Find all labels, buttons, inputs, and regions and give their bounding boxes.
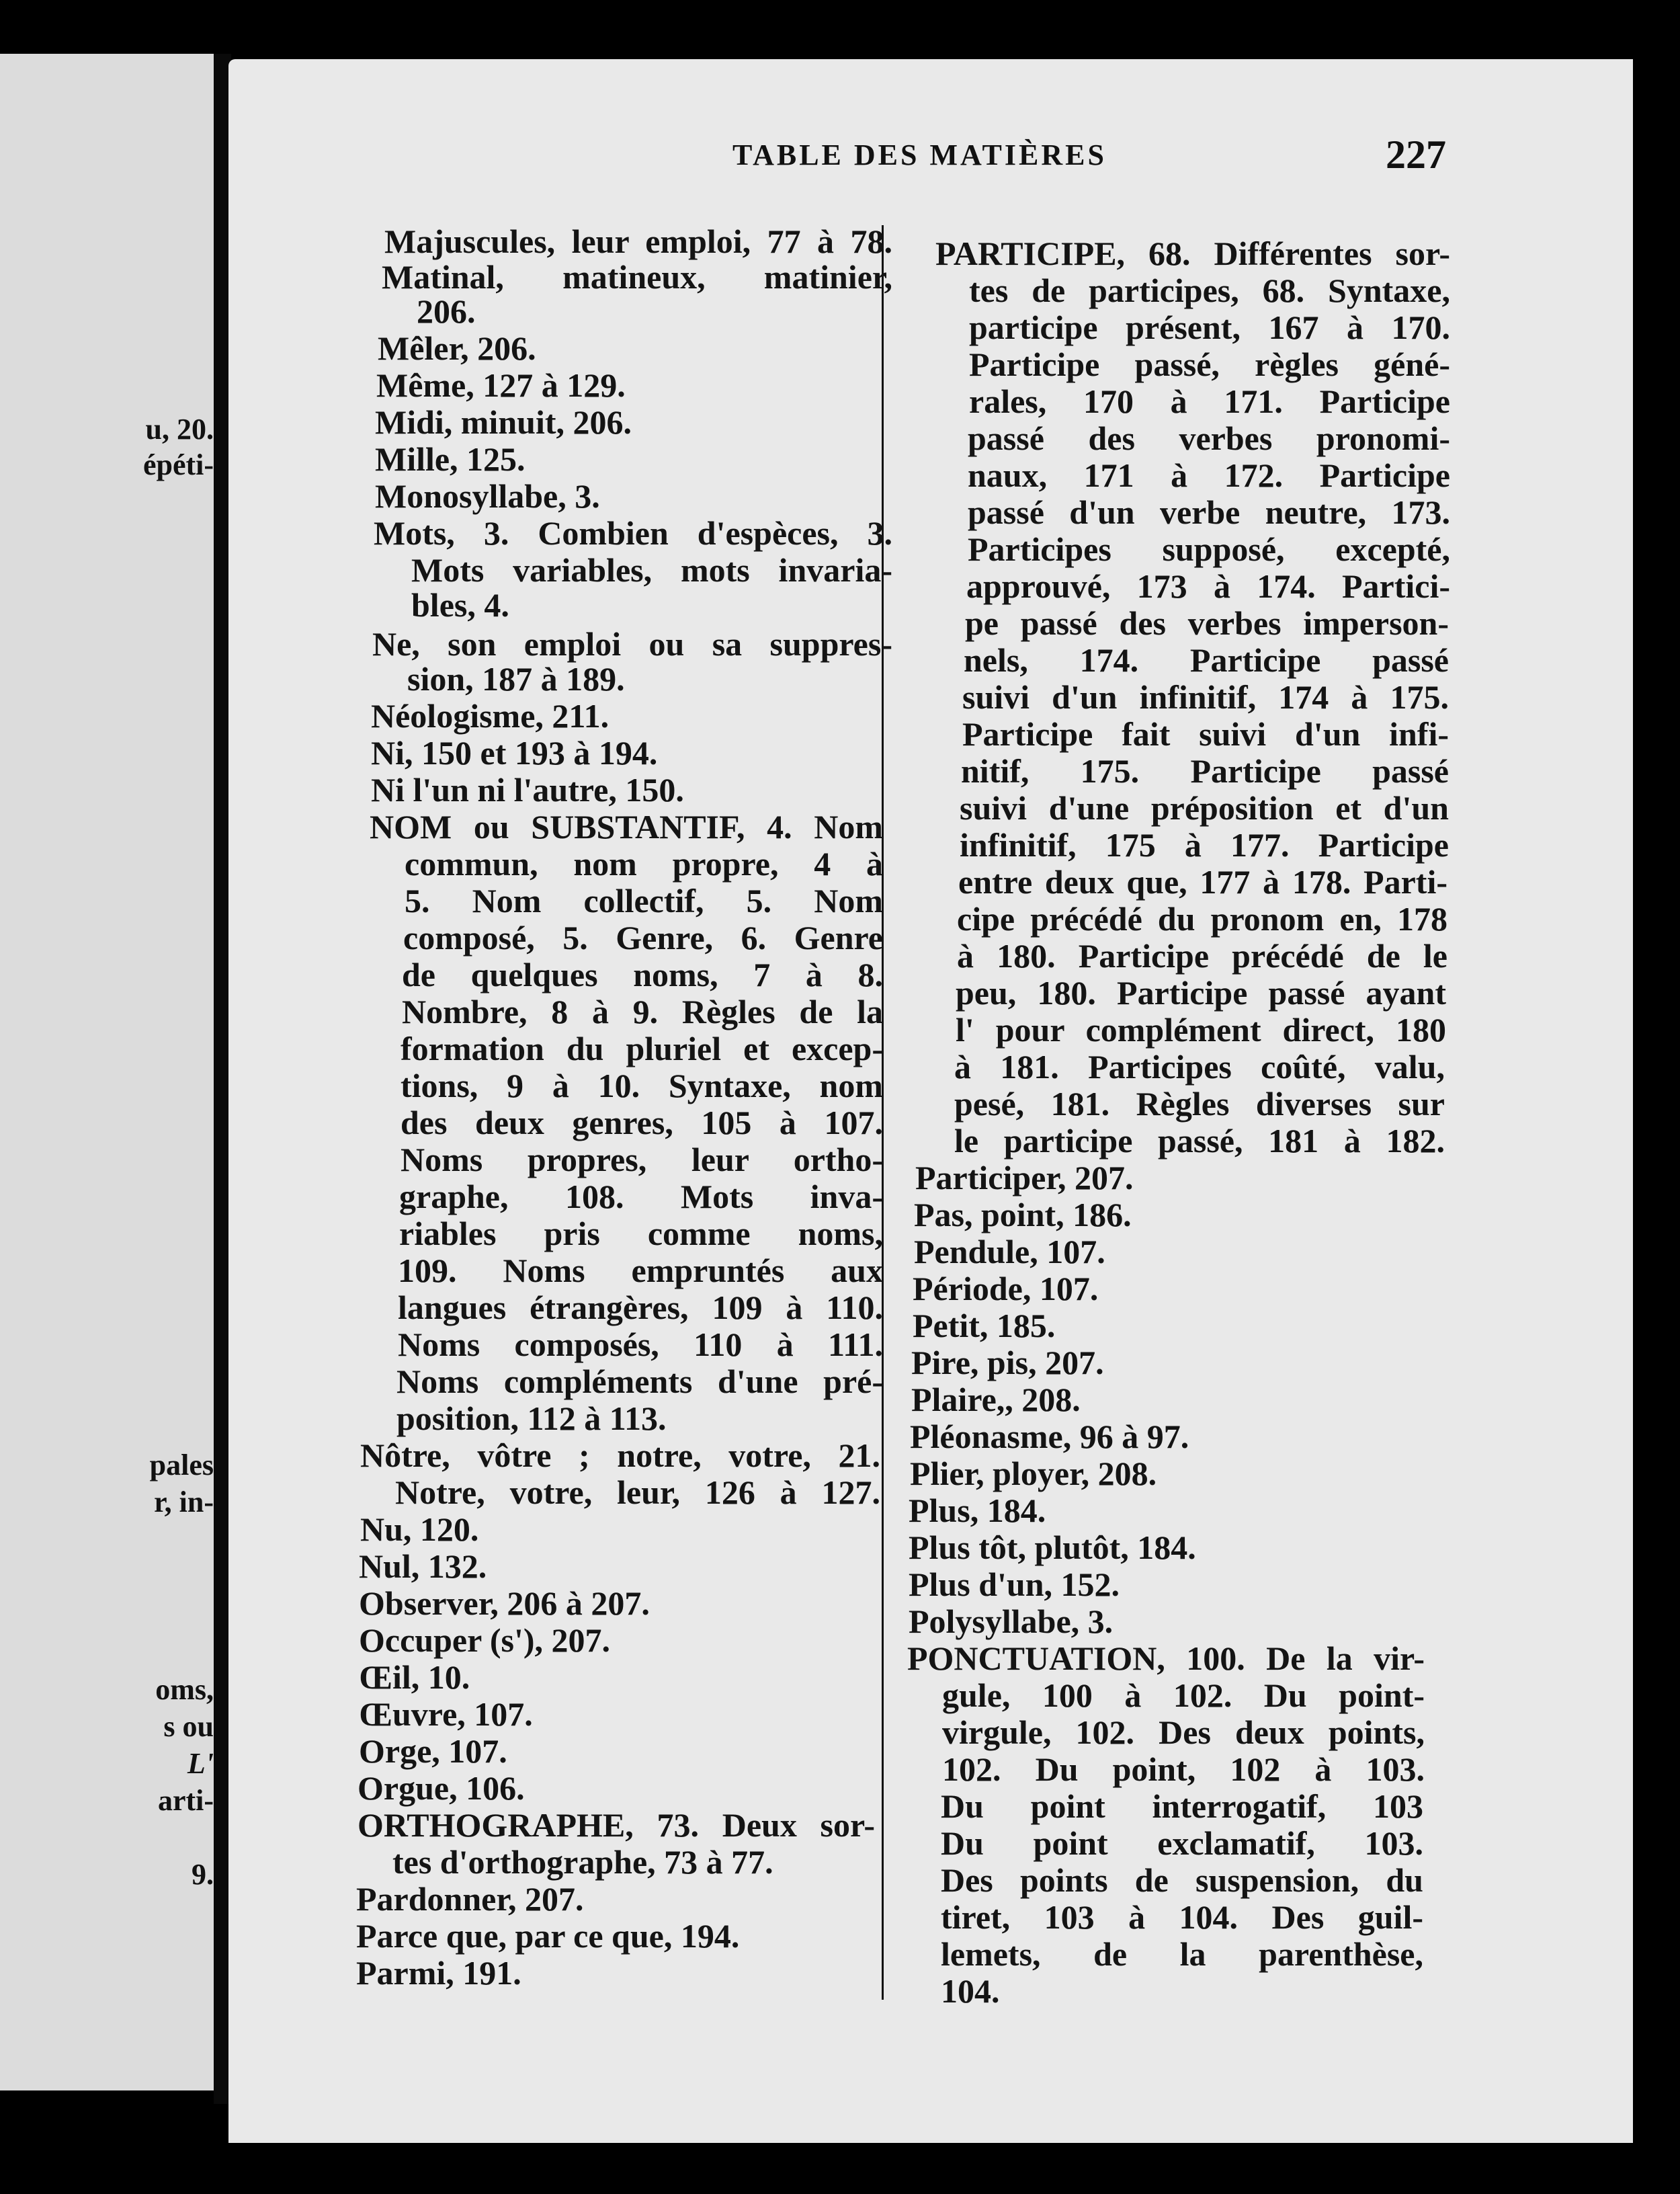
index-entry-line: Majuscules, leur emploi, 77 à 78. — [384, 222, 892, 260]
index-entry-line: Ni, 150 et 193 à 194. — [371, 734, 658, 772]
index-entry-line: passé des verbes pronomi- — [968, 419, 1450, 457]
index-entry-line: Matinal, matineux, matinier, — [382, 258, 892, 296]
index-entry-line: Pardonner, 207. — [356, 1880, 584, 1918]
index-entry-line: 109. Noms empruntés aux — [398, 1252, 883, 1289]
index-entry-line: nitif, 175. Participe passé — [961, 752, 1449, 790]
index-entry-line: Néologisme, 211. — [371, 697, 610, 735]
index-entry-line: participe présent, 167 à 170. — [969, 309, 1450, 346]
index-entry-line: Noms composés, 110 à 111. — [398, 1326, 883, 1363]
index-entry-line: Midi, minuit, 206. — [375, 403, 632, 441]
index-entry-line: Monosyllabe, 3. — [375, 477, 600, 515]
index-entry-line: Noms compléments d'une pré- — [396, 1363, 883, 1400]
index-entry-line: Œuvre, 107. — [359, 1695, 533, 1733]
index-entry-line: Noms propres, leur ortho- — [401, 1141, 883, 1178]
index-entry-line: riables pris comme noms, — [399, 1215, 883, 1252]
index-entry-line: Ne, son emploi ou sa suppres- — [372, 625, 892, 663]
index-entry-line: pe passé des verbes imperson- — [965, 604, 1449, 642]
prev-page-text: u, 20. — [145, 413, 214, 446]
index-entry-line: Plus, 184. — [909, 1492, 1046, 1529]
prev-page-text: arti- — [157, 1784, 214, 1817]
index-entry-line: Plier, ployer, 208. — [910, 1455, 1157, 1492]
previous-page-fragment — [0, 54, 214, 2090]
index-entry-line: à 180. Participe précédé de le — [957, 937, 1447, 975]
index-entry-line: suivi d'une préposition et d'un — [960, 789, 1449, 827]
index-entry-line: Orge, 107. — [359, 1732, 507, 1770]
index-entry-line: langues étrangères, 109 à 110. — [398, 1289, 883, 1326]
page-number: 227 — [1386, 132, 1446, 177]
index-entry-line: Participes supposé, excepté, — [968, 530, 1450, 568]
index-entry-line: Polysyllabe, 3. — [909, 1602, 1114, 1640]
index-entry-line: Mots variables, mots invaria- — [411, 551, 892, 589]
index-entry-line: à 181. Participes coûté, valu, — [954, 1048, 1445, 1086]
index-entry-line: Parmi, 191. — [356, 1954, 521, 1992]
index-entry-line: Participe fait suivi d'un infi- — [962, 715, 1449, 753]
index-entry-line: 102. Du point, 102 à 103. — [942, 1750, 1425, 1788]
index-entry-line: graphe, 108. Mots inva- — [399, 1178, 883, 1215]
index-entry-line: Observer, 206 à 207. — [359, 1584, 650, 1622]
index-entry-line: 5. Nom collectif, 5. Nom — [405, 882, 883, 920]
index-entry-line: suivi d'un infinitif, 174 à 175. — [962, 678, 1449, 716]
prev-page-text: L' — [187, 1747, 214, 1780]
index-entry-line: Petit, 185. — [913, 1307, 1056, 1344]
index-entry-line: Mots, 3. Combien d'espèces, 3. — [374, 514, 892, 552]
index-entry-line: Nombre, 8 à 9. Règles de la — [402, 993, 883, 1030]
index-entry-line: commun, nom propre, 4 à — [405, 845, 883, 883]
index-entry-line: Nul, 132. — [359, 1547, 487, 1585]
index-entry-line: bles, 4. — [411, 586, 509, 624]
index-entry-line: Pire, pis, 207. — [911, 1344, 1104, 1381]
prev-page-text: r, in- — [154, 1486, 214, 1518]
index-entry-line: Occuper (s'), 207. — [359, 1621, 611, 1659]
prev-page-text: 9. — [192, 1858, 214, 1891]
index-entry-line: passé d'un verbe neutre, 173. — [968, 493, 1450, 531]
index-entry-line: entre deux que, 177 à 178. Parti- — [958, 863, 1447, 901]
prev-page-text: pales — [149, 1449, 214, 1481]
index-entry-line: Mille, 125. — [375, 440, 526, 478]
index-entry-line: approuvé, 173 à 174. Partici- — [966, 567, 1450, 605]
index-entry-line: Plaire,, 208. — [911, 1381, 1081, 1418]
index-entry-line: tes de participes, 68. Syntaxe, — [969, 272, 1450, 309]
index-entry-line: Nôtre, vôtre ; notre, votre, 21. — [360, 1436, 880, 1474]
index-entry-line: Plus d'un, 152. — [909, 1566, 1120, 1603]
index-entry-line: gule, 100 à 102. Du point- — [942, 1676, 1425, 1714]
index-entry-line: de quelques noms, 7 à 8. — [402, 956, 883, 993]
index-entry-line: Pléonasme, 96 à 97. — [910, 1418, 1189, 1455]
running-header: TABLE DES MATIÈRES — [732, 138, 1107, 171]
index-entry-line: virgule, 102. Des deux points, — [942, 1713, 1425, 1751]
index-entry-line: cipe précédé du pronom en, 178 — [957, 900, 1447, 938]
index-entry-line: formation du pluriel et excep- — [401, 1030, 883, 1067]
index-entry-line: PONCTUATION, 100. De la vir- — [907, 1639, 1425, 1677]
index-entry-line: NOM ou SUBSTANTIF, 4. Nom — [370, 808, 883, 846]
index-entry-line: Pendule, 107. — [914, 1233, 1105, 1270]
prev-page-text: épéti- — [142, 448, 214, 481]
index-entry-line: PARTICIPE, 68. Différentes sor- — [935, 235, 1450, 272]
index-entry-line: composé, 5. Genre, 6. Genre — [403, 919, 883, 957]
index-entry-line: le participe passé, 181 à 182. — [954, 1122, 1445, 1160]
index-entry-line: 206. — [417, 292, 476, 330]
index-entry-line: sion, 187 à 189. — [407, 660, 625, 698]
index-entry-line: Mêler, 206. — [378, 329, 536, 367]
index-entry-line: infinitif, 175 à 177. Participe — [960, 826, 1449, 864]
index-entry-line: l' pour complément direct, 180 — [956, 1011, 1446, 1049]
prev-page-text: s ou — [163, 1710, 214, 1743]
index-entry-line: pesé, 181. Règles diverses sur — [954, 1085, 1445, 1123]
index-entry-line: Parce que, par ce que, 194. — [356, 1917, 740, 1955]
index-entry-line: Du point interrogatif, 103 — [941, 1787, 1423, 1825]
index-entry-line: Œil, 10. — [359, 1658, 470, 1696]
index-entry-line: Période, 107. — [913, 1270, 1099, 1307]
index-entry-line: tions, 9 à 10. Syntaxe, nom — [401, 1067, 883, 1104]
index-entry-line: nels, 174. Participe passé — [964, 641, 1449, 679]
index-entry-line: tes d'orthographe, 73 à 77. — [392, 1843, 773, 1881]
index-entry-line: rales, 170 à 171. Participe — [969, 382, 1450, 420]
index-entry-line: Ni l'un ni l'autre, 150. — [371, 771, 684, 809]
index-entry-line: lemets, de la parenthèse, — [941, 1935, 1423, 1973]
index-entry-line: Des points de suspension, du — [941, 1861, 1423, 1899]
index-entry-line: tiret, 103 à 104. Des guil- — [941, 1898, 1423, 1936]
index-entry-line: naux, 171 à 172. Participe — [968, 456, 1450, 494]
index-entry-line: Orgue, 106. — [358, 1769, 525, 1807]
index-entry-line: Plus tôt, plutôt, 184. — [909, 1529, 1196, 1566]
index-entry-line: Nu, 120. — [360, 1510, 479, 1548]
index-entry-line: Participe passé, règles géné- — [969, 346, 1450, 383]
index-entry-line: Participer, 207. — [915, 1159, 1134, 1196]
index-entry-line: Notre, votre, leur, 126 à 127. — [395, 1473, 880, 1511]
index-entry-line: Même, 127 à 129. — [376, 366, 626, 404]
index-entry-line: position, 112 à 113. — [396, 1399, 667, 1437]
index-entry-line: Du point exclamatif, 103. — [941, 1824, 1423, 1862]
index-entry-line: Pas, point, 186. — [914, 1196, 1132, 1233]
index-entry-line: 104. — [941, 1972, 1000, 2010]
index-entry-line: ORTHOGRAPHE, 73. Deux sor- — [358, 1806, 875, 1844]
index-entry-line: des deux genres, 105 à 107. — [401, 1104, 883, 1141]
index-entry-line: peu, 180. Participe passé ayant — [956, 974, 1446, 1012]
prev-page-text: oms, — [155, 1673, 214, 1706]
